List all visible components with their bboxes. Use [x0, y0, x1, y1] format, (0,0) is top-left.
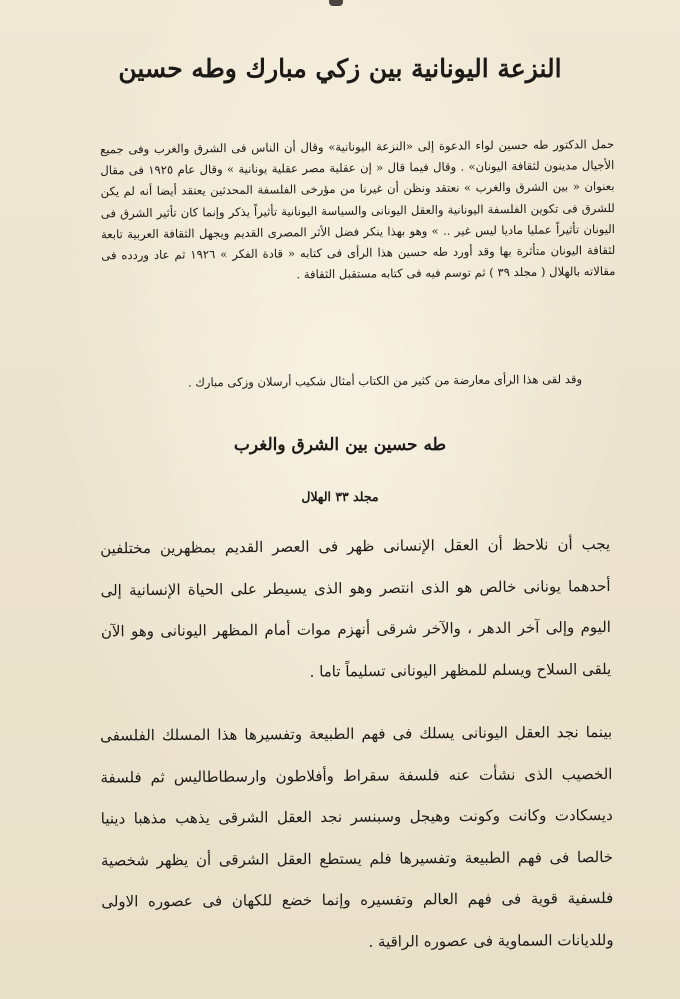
section-title: طه حسين بين الشرق والغرب [233, 435, 447, 455]
body-paragraph-2: بينما نجد العقل اليونانى يسلك فى فهم الطبيعة وتفسيرها هذا المسلك الفلسفى الخصيب الذى نشأت عنه فلسفة سقراط وأفلاطون وارسطاطاليس ثم فلسفة ديسكادت وكانت وكونت وهيجل وسبنسر نجد العقل الشرقى يذهب مذهبا دينيا خالصا فى فهم الطبيعة وتفسيرها فلم يستطع العقل الشرقى أن يظهر شخصية فلسفية قوية فى فهم العالم وتفسيره وإنما خضع للكهان فى عصوره الاولى وللديانات السماوية فى عصوره الراقية . [100, 722, 614, 951]
page-edge-mark [329, 0, 343, 6]
body-paragraph-1: يجب أن نلاحظ أن العقل الإنسانى ظهر فى العصر القديم بمظهرين مختلفين أحدهما يونانى خالص هو الذى انتصر وهو الذى يسيطر على الحياة الإنسانية إلى اليوم وإلى آخر الدهر ، والآخر شرقى أنهزم موات أمام المظهر اليونانى وهو الآن يلقى السلاح ويسلم للمظهر اليونانى تسليماً تاما . [100, 534, 612, 681]
page-title: النزعة اليونانية بين زكي مبارك وطه حسين [118, 54, 562, 83]
intro-note-paragraph: وقد لقى هذا الرأى معارضة من كثير من الكتاب أمثال شكيب أرسلان وزكى مبارك . [187, 371, 583, 390]
source-reference: مجلد ٣٣ الهلال [301, 489, 379, 504]
intro-paragraph: حمل الدكتور طه حسين لواء الدعوة إلى «النزعة اليونانية» وقال أن الناس فى الشرق والغرب وفى جميع الأجيال مدينون لثقافة اليونان» . وقال فيما قال « إن عقلية مصر عقلية يونانية » وقال عام ١٩٢٥ فى مقال بعنوان « بين الشرق والغرب » نعتقد ونظن أن غيرنا من مؤرخى الفلسفة المحدثين يعتقد أيضا أنه لم يكن للشرق فى تكوين الفلسفة اليونانية والعقل اليونانى والسياسة اليونانية تأثيراً يذكر وإنما كان تأثير الشرق فى اليونان تأثيراً عمليا ماديا ليس غير .. » وهو بهذا ينكر فضل الأثر المصرى القديم ويجهل الثقافة العربية تابعة لثقافة اليونان متأثرة بها وقد أورد طه حسين هذا الرأى فى كتابه « قادة الفكر » ١٩٢٦ ثم عاد وردده فى مقالاته بالهلال ( مجلد ٣٩ ) ثم توسم فيه فى كتابه مستقبل الثقافة . [100, 136, 616, 282]
